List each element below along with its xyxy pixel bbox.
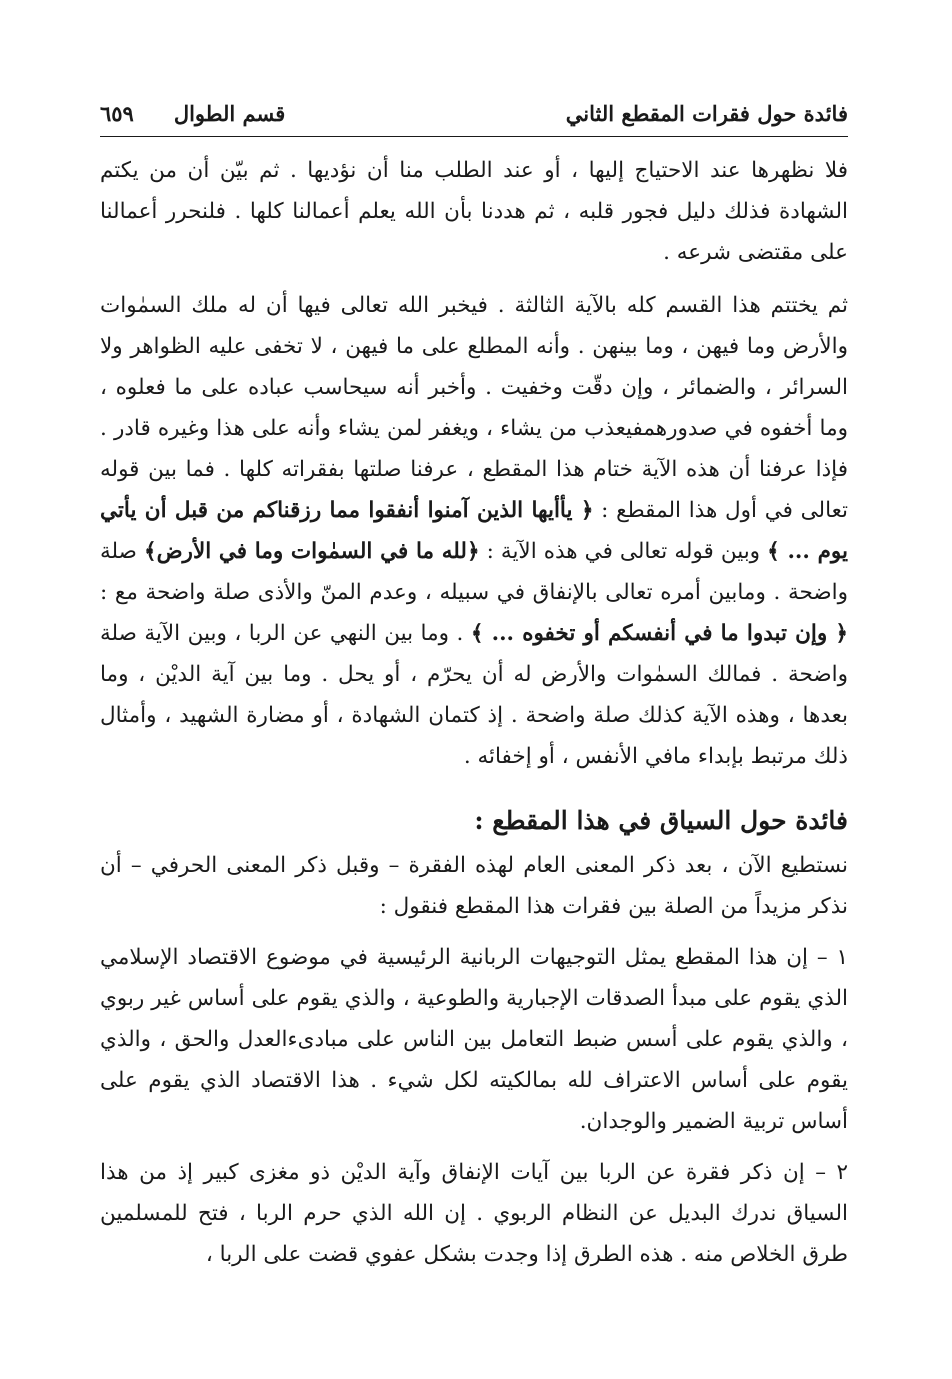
section-intro: نستطيع الآن ، بعد ذكر المعنى العام لهذه الفقرة – وقبل ذكر المعنى الحرفي – أن نذكر مزيداً من الصلة بين فقرات هذا المقطع فنقول : — [100, 853, 848, 919]
header-title-group — [566, 101, 848, 126]
paragraph-2-text-d: . وما بين النهي عن الربا ، وبين الآية صلة واضحة . فمالك السمٰوات والأرض له أن يحرّم ، أو يحل . وما بين آية الديْن ، وما بعدها ، وهذه الآية كذلك صلة واضحة . إذ كتمان الشهادة ، أو مضارة الشهيد ، وأمثال ذلك مرتبط بإبداء مافي الأنفس ، أو إخفائه . — [100, 621, 848, 769]
page-number: ٦٥٩ — [100, 100, 134, 126]
quran-quote-1: ﴿ يأأيها الذين آمنوا أنفقوا مما رزقناكم من قبل أن يأتي يوم ... ﴾ — [100, 498, 848, 564]
header-divider — [100, 136, 848, 137]
header-section: قسم الطوال — [173, 100, 286, 126]
paragraph-2-text-a: ثم يختتم هذا القسم كله بالآية الثالثة . فيخبر الله تعالى فيها أن له ملك السمٰوات والأرض وما فيهن ، وما بينهن . وأنه المطلع على ما فيهن ، لا تخفى عليه الظواهر ولا السرائر ، والضمائر ، وإن دقّت وخفيت . وأخبر أنه سيحاسب عباده على ما فعلوه ، وما أخفوه في صدورهمفيعذب من يشاء ، ويغفر لمن يشاء وأنه على هذا وغيره قادر . فإذا عرفنا أن هذه الآية ختام هذا المقطع ، عرفنا صلتها بفقراته كلها . فما بين قوله تعالى في أول هذا المقطع : — [100, 293, 848, 523]
header-title: فائدة حول فقرات المقطع الثاني — [565, 100, 848, 126]
paragraph-2-text-b: وبين قوله تعالى في هذه الآية : — [486, 539, 761, 564]
paragraph-2-text-c: صلة واضحة . ومابين أمره تعالى بالإنفاق في سبيله ، وعدم المنّ والأذى صلة واضحة مع : — [100, 539, 848, 605]
quran-quote-2: ﴿لله ما في السمٰوات وما في الأرض﴾ — [143, 539, 480, 564]
page-body — [100, 150, 848, 1285]
quran-quote-3: ﴿ وإن تبدوا ما في أنفسكم أو تخفوه ... ﴾ — [470, 621, 848, 646]
list-item-2: ٢ – إن ذكر فقرة عن الربا بين آيات الإنفاق وآية الديْن ذو مغزى كبير إذ من هذا السياق ندرك البديل عن النظام الربوي . إن الله الذي حرم الربا ، فتح للمسلمين طرق الخلاص منه . هذه الطرق إذا وجدت بشكل عفوي قضت على الربا ، — [100, 1160, 848, 1267]
paragraph-1: فلا نظهرها عند الاحتياج إليها ، أو عند الطلب منا أن نؤديها . ثم بيّن أن من يكتم الشهادة فذلك دليل فجور قلبه ، ثم هددنا بأن الله يعلم أعمالنا كلها . فلنحرر أعمالنا على مقتضى شرعه . — [100, 158, 848, 265]
list-item-1: ١ – إن هذا المقطع يمثل التوجيهات الربانية الرئيسية في موضوع الاقتصاد الإسلامي الذي يقوم على مبدأ الصدقات الإجبارية والطوعية ، والذي يقوم على أساس غير ربوي ، والذي يقوم على أسس ضبط التعامل بين الناس على مبادىءالعدل والحق ، والذي يقوم على أساس الاعتراف لله بمالكيته لكل شيء . هذا الاقتصاد الذي يقوم على أساس تربية الضمير والوجدان. — [100, 945, 848, 1134]
section-heading: فائدة حول السياق في هذا المقطع : — [474, 806, 848, 835]
running-header — [100, 96, 848, 130]
header-meta-group — [100, 101, 285, 126]
paragraph-2 — [100, 285, 848, 777]
